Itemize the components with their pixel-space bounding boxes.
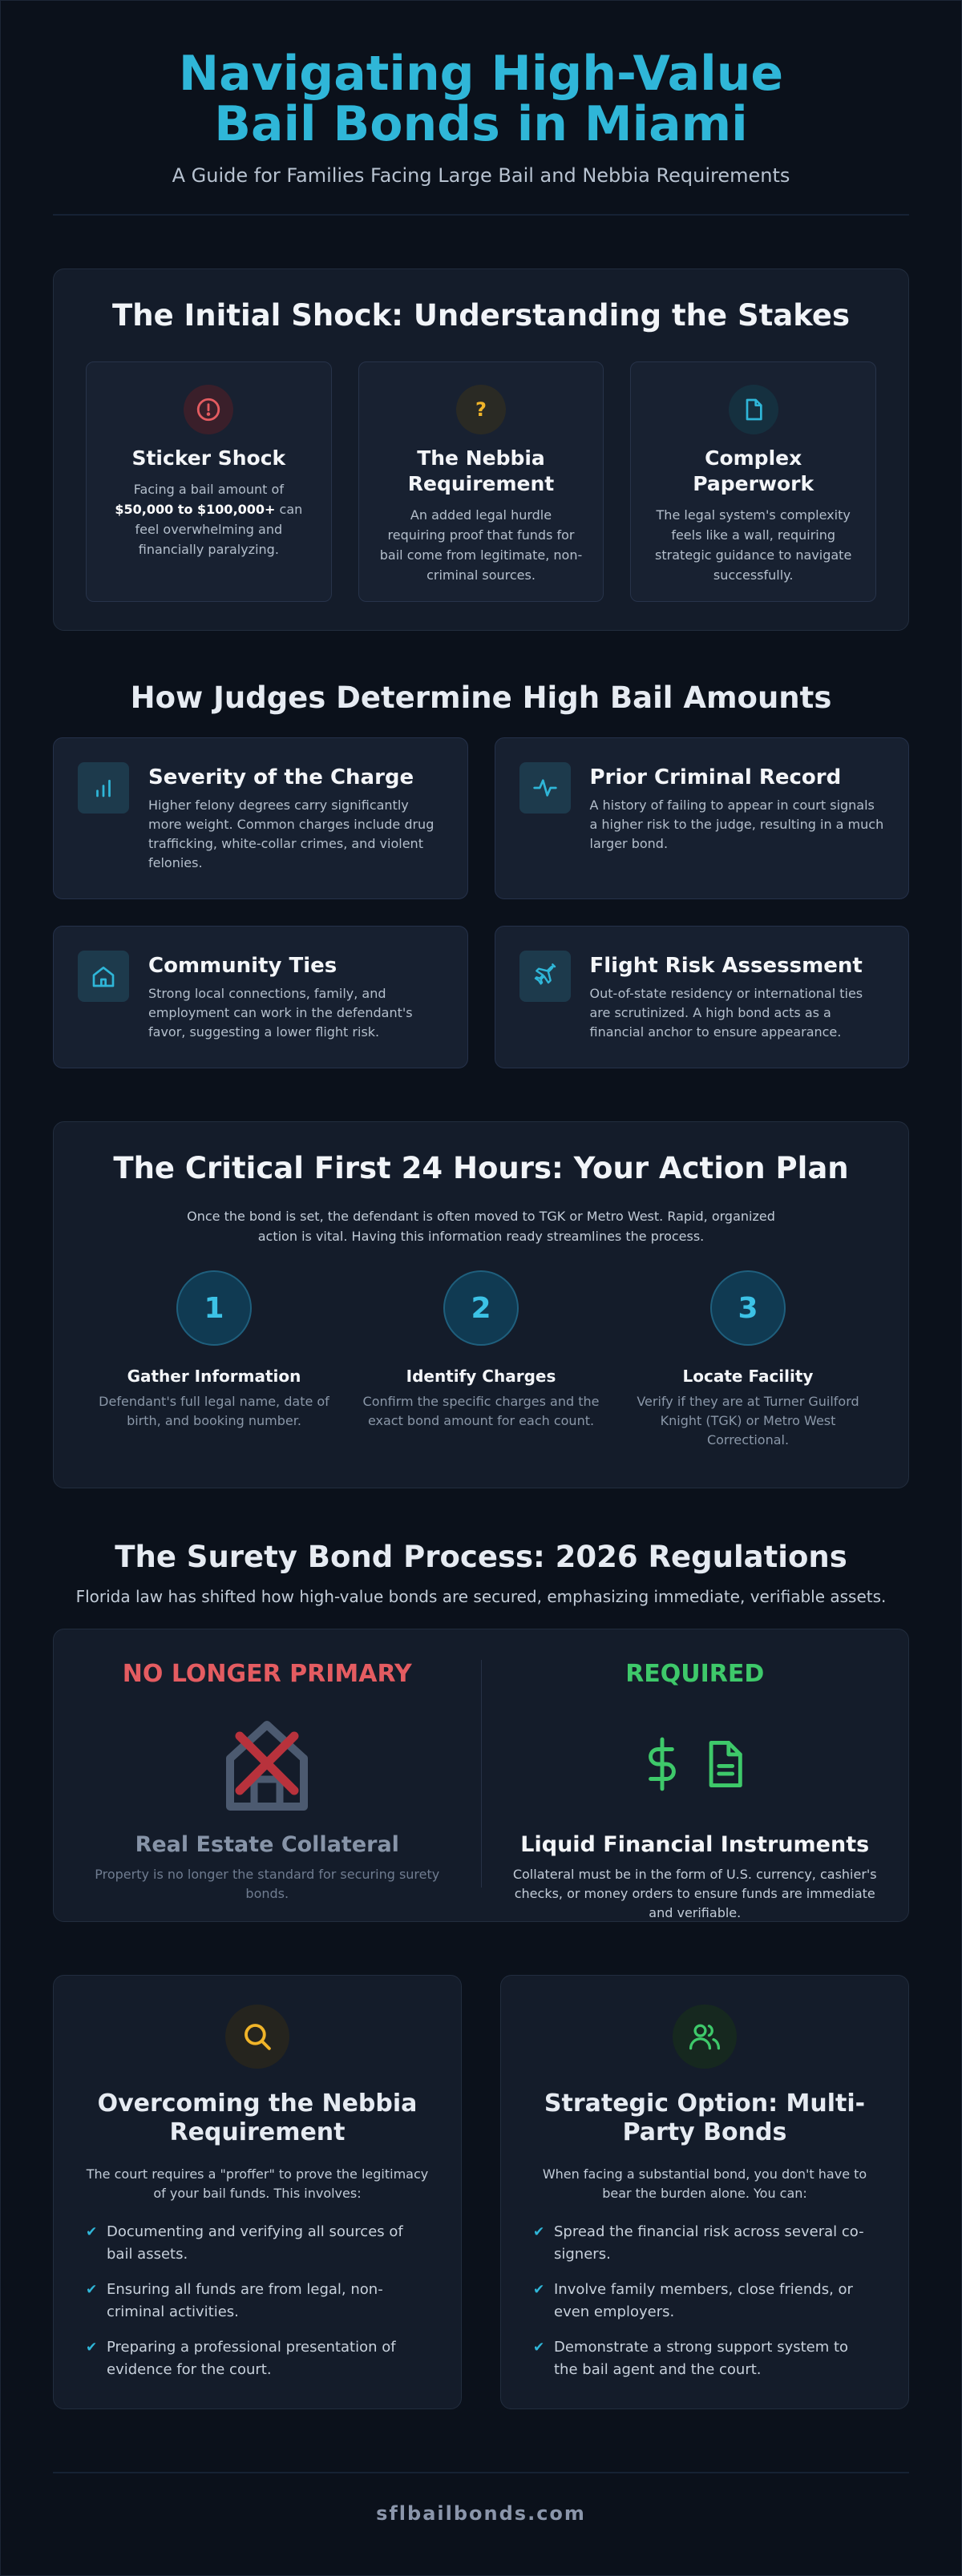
plane-icon bbox=[519, 951, 571, 1002]
real-estate-title: Real Estate Collateral bbox=[135, 1832, 399, 1857]
list-item: ✔ Involve family members, close friends, or even employers. bbox=[533, 2279, 876, 2324]
footer-divider bbox=[53, 2472, 909, 2473]
header bbox=[53, 1, 909, 216]
step-title: Locate Facility bbox=[682, 1367, 814, 1386]
judges-item-text: Higher felony degrees carry significantly more weight. Common charges include drug trafficking, white-collar crimes, and violent felonies. bbox=[148, 797, 435, 870]
multiparty-list bbox=[533, 2221, 876, 2381]
judges-item-text: Out-of-state residency or international ties are scrutinized. A high bond acts as a financial anchor to ensure appearance. bbox=[589, 986, 863, 1040]
stakes-card-text: The legal system's complexity feels like a wall, requiring strategic guidance to navigate successfully. bbox=[655, 507, 852, 583]
receipt-document-icon bbox=[701, 1738, 748, 1791]
list-item: ✔ Documenting and verifying all sources of bail assets. bbox=[86, 2221, 429, 2266]
action-plan-section bbox=[53, 1121, 909, 1488]
step-text: Confirm the specific charges and the exact bond amount for each count. bbox=[362, 1394, 600, 1428]
strategy-cards bbox=[53, 1975, 909, 2409]
surety-comparison bbox=[53, 1629, 909, 1922]
real-estate-text: Property is no longer the standard for securing surety bonds. bbox=[95, 1867, 440, 1901]
step-title: Identify Charges bbox=[406, 1367, 556, 1386]
step-title: Gather Information bbox=[127, 1367, 301, 1386]
search-icon bbox=[225, 2005, 289, 2069]
surety-title: The Surety Bond Process: 2026 Regulations bbox=[115, 1540, 847, 1574]
stakes-card-text: An added legal hurdle requiring proof that funds for bail come from legitimate, non-criminal sources. bbox=[379, 507, 583, 583]
judges-item-text: Strong local connections, family, and employment can work in the defendant's favor, suggesting a lower flight risk. bbox=[148, 986, 413, 1040]
check-icon: ✔ bbox=[533, 2282, 545, 2298]
stakes-card-text: Facing a bail amount of $50,000 to $100,000+ can feel overwhelming and financially paralyzing. bbox=[115, 482, 303, 557]
judges-item-text: A history of failing to appear in court signals a higher risk to the judge, resulting in a much larger bond. bbox=[589, 797, 884, 851]
check-icon: ✔ bbox=[86, 2282, 98, 2298]
home-icon bbox=[78, 951, 129, 1002]
list-item: ✔ Demonstrate a strong support system to the bail agent and the court. bbox=[533, 2336, 876, 2381]
surety-right-column bbox=[482, 1629, 909, 1921]
bail-range: $50,000 to $100,000+ bbox=[115, 502, 276, 517]
header-divider bbox=[53, 214, 909, 216]
action-step-1 bbox=[94, 1270, 334, 1450]
action-plan-intro: Once the bond is set, the defendant is often moved to TGK or Metro West. Rapid, organized action is vital. Having this information ready streamlines the process. bbox=[187, 1209, 775, 1244]
action-steps bbox=[86, 1270, 876, 1450]
stakes-section bbox=[53, 269, 909, 631]
judges-item-severity bbox=[53, 737, 468, 899]
step-text: Verify if they are at Turner Guilford Knight (TGK) or Metro West Correctional. bbox=[637, 1394, 859, 1447]
check-icon: ✔ bbox=[533, 2340, 545, 2356]
liquid-instruments-title: Liquid Financial Instruments bbox=[520, 1832, 870, 1857]
pulse-icon bbox=[519, 762, 571, 814]
no-longer-primary-label: NO LONGER PRIMARY bbox=[122, 1660, 412, 1688]
list-item: ✔ Preparing a professional presentation of evidence for the court. bbox=[86, 2336, 429, 2381]
surety-left-column bbox=[54, 1629, 481, 1921]
footer bbox=[53, 2472, 909, 2525]
bar-chart-icon bbox=[78, 762, 129, 814]
judges-item-title: Flight Risk Assessment bbox=[589, 954, 863, 978]
stakes-title: The Initial Shock: Understanding the Stakes bbox=[111, 298, 850, 333]
stakes-card-paperwork bbox=[630, 361, 876, 602]
judges-item-title: Community Ties bbox=[148, 954, 338, 978]
stakes-card-title: The Nebbia Requirement bbox=[407, 446, 555, 495]
judges-item-title: Severity of the Charge bbox=[148, 765, 414, 789]
check-icon: ✔ bbox=[86, 2224, 98, 2240]
stakes-card-title: Sticker Shock bbox=[131, 446, 286, 470]
nebbia-card bbox=[53, 1975, 462, 2409]
surety-subtitle: Florida law has shifted how high-value bonds are secured, emphasizing immediate, verifiable assets. bbox=[75, 1587, 887, 1606]
list-item: ✔ Ensuring all funds are from legal, non-criminal activities. bbox=[86, 2279, 429, 2324]
judges-item-community bbox=[53, 926, 468, 1068]
footer-website-link[interactable]: sflbailbonds.com bbox=[376, 2502, 586, 2525]
stakes-card-nebbia bbox=[358, 361, 604, 602]
nebbia-title: Overcoming the Nebbia Requirement bbox=[97, 2089, 418, 2146]
list-item: ✔ Spread the financial risk across several co-signers. bbox=[533, 2221, 876, 2266]
check-icon: ✔ bbox=[86, 2340, 98, 2356]
multiparty-card bbox=[500, 1975, 909, 2409]
nebbia-list bbox=[86, 2221, 429, 2381]
liquid-instruments-text: Collateral must be in the form of U.S. currency, cashier's checks, or money orders to ensure funds are immediate and verifiable. bbox=[512, 1867, 877, 1920]
stakes-card-sticker-shock bbox=[86, 361, 332, 602]
nebbia-intro: The court requires a "proffer" to prove the legitimacy of your bail funds. This involves: bbox=[86, 2166, 429, 2201]
step-number: 3 bbox=[710, 1270, 786, 1346]
judges-grid bbox=[53, 737, 909, 1068]
alert-icon bbox=[184, 385, 233, 434]
step-text: Defendant's full legal name, date of birth, and booking number. bbox=[99, 1394, 329, 1428]
crossed-house-icon bbox=[219, 1714, 315, 1815]
check-icon: ✔ bbox=[533, 2224, 545, 2240]
judges-title: How Judges Determine High Bail Amounts bbox=[130, 680, 832, 715]
step-number: 1 bbox=[176, 1270, 252, 1346]
multiparty-title: Strategic Option: Multi-Party Bonds bbox=[544, 2089, 866, 2146]
page-subtitle: A Guide for Families Facing Large Bail and Nebbia Requirements bbox=[172, 164, 790, 187]
action-step-2 bbox=[361, 1270, 601, 1450]
action-step-3 bbox=[628, 1270, 868, 1450]
judges-item-record bbox=[495, 737, 910, 899]
judges-item-flight bbox=[495, 926, 910, 1068]
users-icon bbox=[673, 2005, 737, 2069]
judges-item-title: Prior Criminal Record bbox=[589, 765, 842, 789]
dollar-icon bbox=[642, 1736, 682, 1792]
multiparty-intro: When facing a substantial bond, you don't have to bear the burden alone. You can: bbox=[542, 2166, 867, 2201]
stakes-card-title: Complex Paperwork bbox=[693, 446, 814, 495]
stakes-cards bbox=[86, 361, 876, 602]
question-icon: ? bbox=[456, 385, 506, 434]
page-title: Navigating High-Value Bail Bonds in Miami bbox=[178, 46, 784, 152]
document-icon bbox=[729, 385, 778, 434]
action-plan-title: The Critical First 24 Hours: Your Action Plan bbox=[113, 1151, 849, 1185]
required-label: REQUIRED bbox=[625, 1660, 765, 1688]
step-number: 2 bbox=[443, 1270, 519, 1346]
